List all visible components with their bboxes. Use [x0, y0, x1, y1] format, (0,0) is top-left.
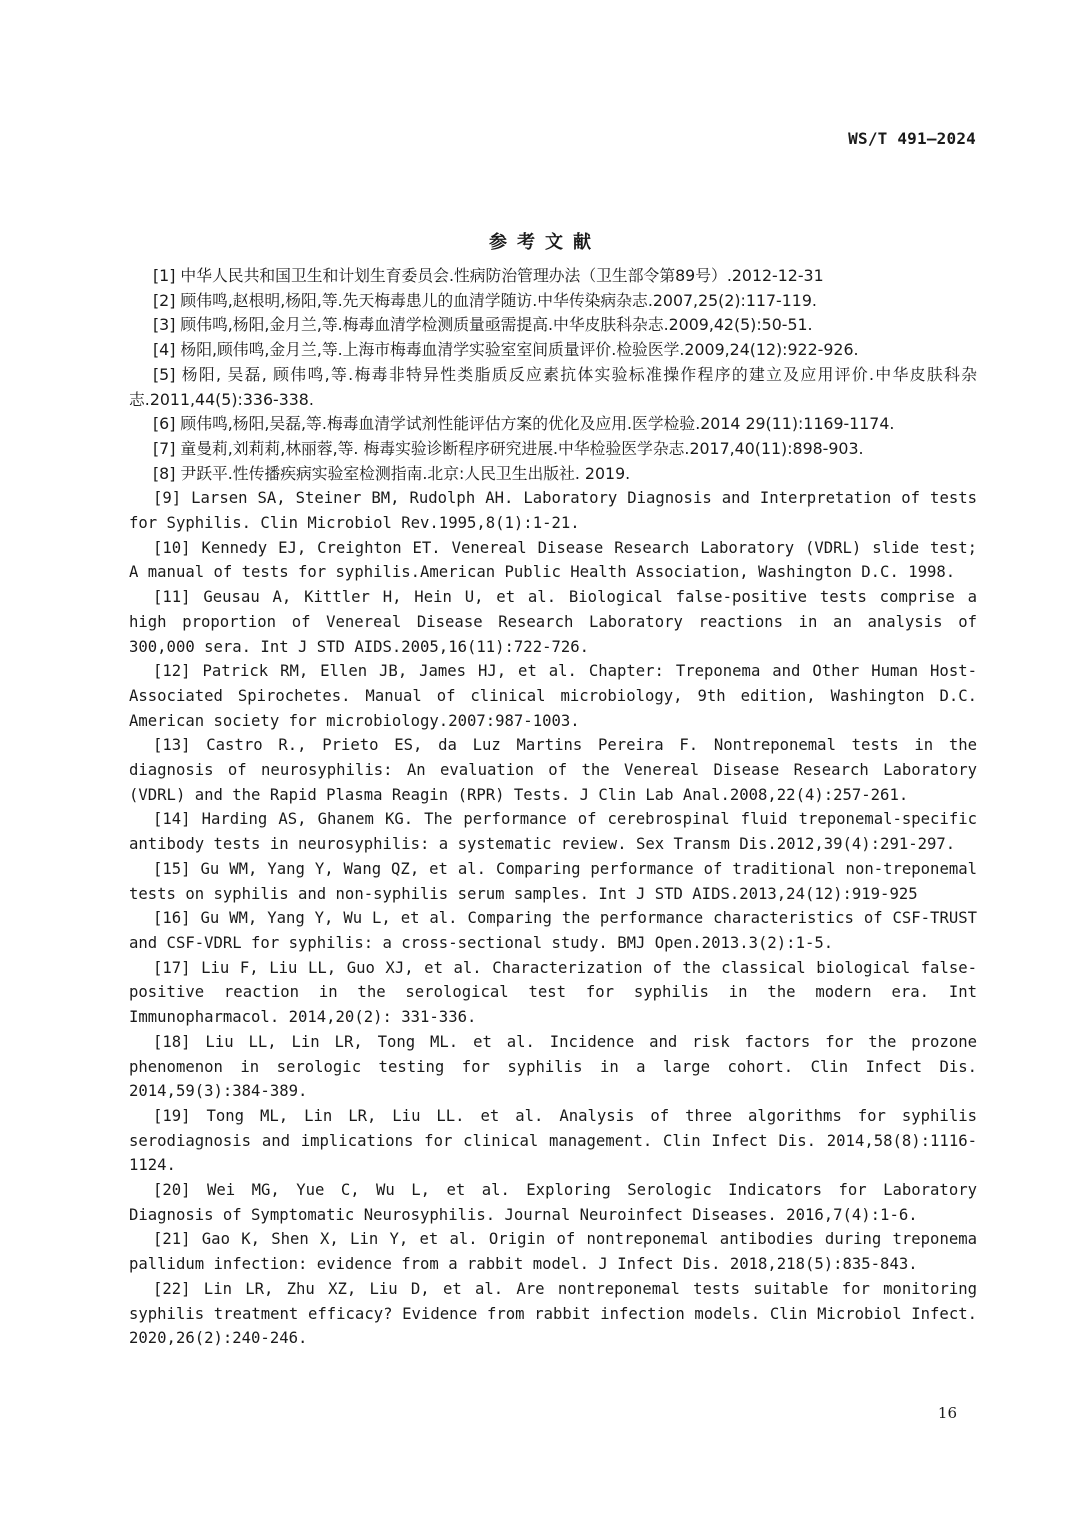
page-number: 16: [937, 1404, 957, 1422]
reference-item-9: [9] Larsen SA, Steiner BM, Rudolph AH. Laboratory Diagnosis and Interpretation of tests for Syphilis. Clin Microbiol Rev.1995,8(1):1-21.: [129, 489, 977, 533]
standard-code-header: WS/T 491—2024: [848, 129, 976, 148]
reference-item-16: [16] Gu WM, Yang Y, Wu L, et al. Comparing the performance characteristics of CSF-TRUST and CSF-VDRL for syphilis: a cross-sectional study. BMJ Open.2013.3(2):1-5.: [129, 909, 977, 952]
reference-item-15: [15] Gu WM, Yang Y, Wang QZ, et al. Comparing performance of traditional non-treponemal tests on syphilis and non-syphilis serum samples. Int J STD AIDS.2013,24(12):919-925: [129, 859, 977, 903]
reference-item-17: [17] Liu F, Liu LL, Guo XJ, et al. Characterization of the classical biological false-positive reaction in the serological test for syphilis in the modern era. Int Immunopharmacol. 2014,20(2): 331-336.: [129, 958, 977, 1027]
reference-list: [129, 264, 977, 1351]
reference-item-12: [12] Patrick RM, Ellen JB, James HJ, et al. Chapter: Treponema and Other Human Host-Associated Spirochetes. Manual of clinical microbiology, 9th edition, Washington D.C. American society for microbiology.2007:987-1003.: [129, 662, 977, 730]
reference-item-4: [4] 杨阳,顾伟鸣,金月兰,等.上海市梅毒血清学实验室室间质量评价.检验医学.2009,24(12):922-926.: [153, 340, 859, 360]
reference-item-7: [7] 童曼莉,刘莉莉,林丽蓉,等. 梅毒实验诊断程序研究进展.中华检验医学杂志.2017,40(11):898-903.: [153, 438, 864, 458]
reference-item-14: [14] Harding AS, Ghanem KG. The performance of cerebrospinal fluid treponemal-specific antibody tests in neurosyphilis: a systematic review. Sex Transm Dis.2012,39(4):291-297.: [129, 810, 977, 854]
reference-item-10: [10] Kennedy EJ, Creighton ET. Venereal Disease Research Laboratory (VDRL) slide test; A manual of tests for syphilis.American Public Health Association, Washington D.C. 1998.: [129, 538, 977, 582]
reference-item-20: [20] Wei MG, Yue C, Wu L, et al. Exploring Serologic Indicators for Laboratory Diagnosis of Symptomatic Neurosyphilis. Journal Neuroinfect Diseases. 2016,7(4):1-6.: [129, 1181, 977, 1224]
reference-item-5: [5] 杨阳, 吴磊, 顾伟鸣,等.梅毒非特异性类脂质反应素抗体实验标准操作程序的建立及应用评价.中华皮肤科杂志.2011,44(5):336-338.: [129, 364, 977, 409]
reference-item-18: [18] Liu LL, Lin LR, Tong ML. et al. Incidence and risk factors for the prozone phenomenon in serologic testing for syphilis in a large cohort. Clin Infect Dis. 2014,59(3):384-389.: [129, 1032, 977, 1101]
reference-item-13: [13] Castro R., Prieto ES, da Luz Martins Pereira F. Nontreponemal tests in the diagnosis of neurosyphilis: An evaluation of the Venereal Disease Research Laboratory (VDRL) and the Rapid Plasma Reagin (RPR) Tests. J Clin Lab Anal.2008,22(4):257-261.: [129, 736, 977, 804]
reference-item-19: [19] Tong ML, Lin LR, Liu LL. et al. Analysis of three algorithms for syphilis serodiagnosis and implications for clinical management. Clin Infect Dis. 2014,58(8):1116-1124.: [129, 1106, 977, 1175]
references-section-title: 参考文献: [489, 232, 601, 253]
reference-item-8: [8] 尹跃平.性传播疾病实验室检测指南.北京:人民卫生出版社. 2019.: [153, 463, 631, 483]
reference-item-1: [1] 中华人民共和国卫生和计划生育委员会.性病防治管理办法（卫生部令第89号）.2012-12-31: [153, 266, 824, 285]
reference-item-3: [3] 顾伟鸣,杨阳,金月兰,等.梅毒血清学检测质量亟需提高.中华皮肤科杂志.2009,42(5):50-51.: [153, 315, 813, 335]
reference-item-11: [11] Geusau A, Kittler H, Hein U, et al. Biological false-positive tests comprise a high proportion of Venereal Disease Research Laboratory reactions in an analysis of 300,000 sera. Int J STD AIDS.2005,16(11):722-726.: [129, 588, 977, 656]
reference-item-21: [21] Gao K, Shen X, Lin Y, et al. Origin of nontreponemal antibodies during treponema pallidum infection: evidence from a rabbit model. J Infect Dis. 2018,218(5):835-843.: [129, 1230, 977, 1274]
reference-item-6: [6] 顾伟鸣,杨阳,吴磊,等.梅毒血清学试剂性能评估方案的优化及应用.医学检验.2014 29(11):1169-1174.: [153, 414, 895, 434]
reference-item-22: [22] Lin LR, Zhu XZ, Liu D, et al. Are nontreponemal tests suitable for monitoring syphilis treatment efficacy? Evidence from rabbit infection models. Clin Microbiol Infect. 2020,26(2):240-246.: [129, 1279, 977, 1348]
reference-item-2: [2] 顾伟鸣,赵根明,杨阳,等.先天梅毒患儿的血清学随访.中华传染病杂志.2007,25(2):117-119.: [153, 290, 817, 310]
